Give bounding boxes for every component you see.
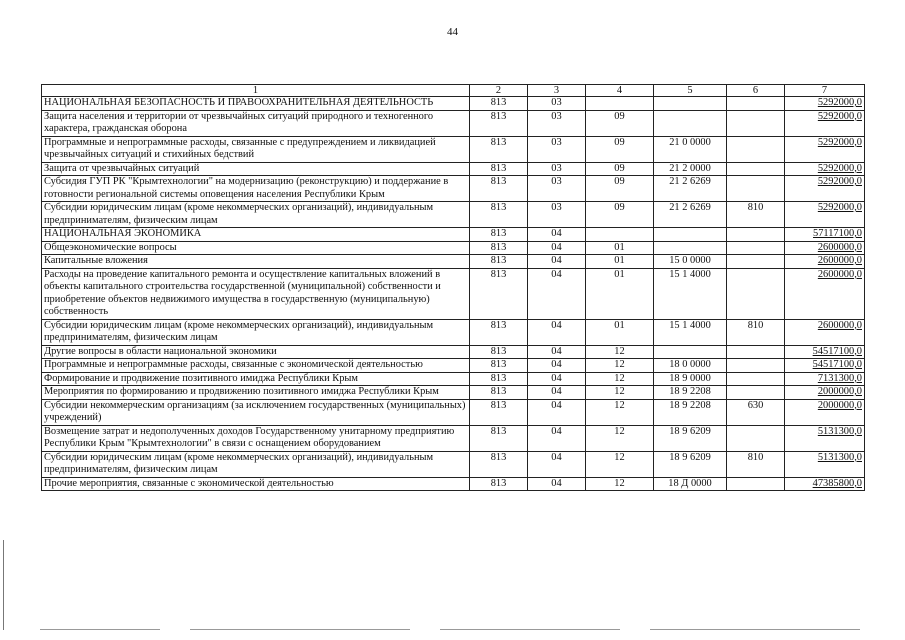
code-cell	[727, 136, 785, 162]
row-name-cell: НАЦИОНАЛЬНАЯ ЭКОНОМИКА	[42, 228, 470, 242]
code-cell: 813	[470, 110, 528, 136]
code-cell: 01	[586, 241, 654, 255]
code-cell: 813	[470, 202, 528, 228]
table-row	[42, 136, 865, 162]
amount-cell: 5292000,0	[785, 176, 865, 202]
code-cell: 18 9 6209	[654, 425, 727, 451]
code-cell: 12	[586, 399, 654, 425]
row-name-cell: Программные и непрограммные расходы, связанные с экономической деятельностью	[42, 359, 470, 373]
amount-cell: 5292000,0	[785, 202, 865, 228]
amount-cell: 2600000,0	[785, 255, 865, 269]
column-header-5: 5	[654, 85, 727, 97]
code-cell: 03	[528, 110, 586, 136]
code-cell: 09	[586, 202, 654, 228]
code-cell: 04	[528, 241, 586, 255]
code-cell: 12	[586, 386, 654, 400]
column-header-6: 6	[727, 85, 785, 97]
row-name-cell: Программные и непрограммные расходы, связанные с предупреждением и ликвидацией чрезвычайных ситуаций и стихийных бедствий	[42, 136, 470, 162]
table-row	[42, 110, 865, 136]
table-row	[42, 451, 865, 477]
amount-cell: 5131300,0	[785, 425, 865, 451]
code-cell: 21 0 0000	[654, 136, 727, 162]
code-cell: 03	[528, 162, 586, 176]
amount-cell: 2000000,0	[785, 386, 865, 400]
row-name-cell: Расходы на проведение капитального ремонта и осуществление капитальных вложений в объекты капитального строительства государственной (муниципальной) собственности и приобретение объектов недвижимого имущества в государственную (муниципальную) собственность	[42, 268, 470, 319]
row-name-cell: Общеэкономические вопросы	[42, 241, 470, 255]
code-cell: 04	[528, 345, 586, 359]
row-name-cell: Субсидии юридическим лицам (кроме некоммерческих организаций), индивидуальным предпринимателям, физическим лицам	[42, 319, 470, 345]
code-cell: 813	[470, 255, 528, 269]
code-cell	[727, 228, 785, 242]
table-row	[42, 399, 865, 425]
code-cell: 04	[528, 386, 586, 400]
row-name-cell: Субсидии юридическим лицам (кроме некоммерческих организаций), индивидуальным предпринимателям, физическим лицам	[42, 451, 470, 477]
code-cell	[727, 110, 785, 136]
row-name-cell: Капитальные вложения	[42, 255, 470, 269]
code-cell: 813	[470, 372, 528, 386]
row-name-cell: Субсидии юридическим лицам (кроме некоммерческих организаций), индивидуальным предпринимателям, физическим лицам	[42, 202, 470, 228]
amount-cell: 57117100,0	[785, 228, 865, 242]
code-cell: 18 0 0000	[654, 359, 727, 373]
code-cell	[727, 241, 785, 255]
code-cell: 09	[586, 162, 654, 176]
code-cell: 813	[470, 97, 528, 111]
code-cell: 15 1 4000	[654, 319, 727, 345]
code-cell: 09	[586, 110, 654, 136]
code-cell	[727, 176, 785, 202]
table-row	[42, 255, 865, 269]
amount-cell: 7131300,0	[785, 372, 865, 386]
code-cell: 813	[470, 268, 528, 319]
amount-cell: 54517100,0	[785, 359, 865, 373]
table-row	[42, 319, 865, 345]
column-header-7: 7	[785, 85, 865, 97]
row-name-cell: Мероприятия по формированию и продвижению позитивного имиджа Республики Крым	[42, 386, 470, 400]
code-cell: 813	[470, 359, 528, 373]
amount-cell: 5292000,0	[785, 110, 865, 136]
amount-cell: 54517100,0	[785, 345, 865, 359]
code-cell	[727, 268, 785, 319]
code-cell: 04	[528, 451, 586, 477]
code-cell: 810	[727, 319, 785, 345]
row-name-cell: Защита от чрезвычайных ситуаций	[42, 162, 470, 176]
code-cell: 813	[470, 176, 528, 202]
code-cell	[727, 97, 785, 111]
code-cell: 813	[470, 386, 528, 400]
code-cell	[586, 97, 654, 111]
row-name-cell: НАЦИОНАЛЬНАЯ БЕЗОПАСНОСТЬ И ПРАВООХРАНИТЕЛЬНАЯ ДЕЯТЕЛЬНОСТЬ	[42, 97, 470, 111]
code-cell: 04	[528, 228, 586, 242]
code-cell: 12	[586, 451, 654, 477]
code-cell: 12	[586, 359, 654, 373]
code-cell: 21 2 0000	[654, 162, 727, 176]
table-row	[42, 372, 865, 386]
table-row	[42, 97, 865, 111]
code-cell: 813	[470, 241, 528, 255]
code-cell	[654, 241, 727, 255]
code-cell: 09	[586, 176, 654, 202]
table-row	[42, 345, 865, 359]
bottom-scan-marks	[40, 629, 860, 631]
code-cell: 09	[586, 136, 654, 162]
code-cell	[727, 255, 785, 269]
amount-cell: 47385800,0	[785, 477, 865, 491]
code-cell: 12	[586, 425, 654, 451]
code-cell	[654, 110, 727, 136]
code-cell: 04	[528, 477, 586, 491]
code-cell: 813	[470, 162, 528, 176]
table-row	[42, 386, 865, 400]
amount-cell: 2600000,0	[785, 241, 865, 255]
amount-cell: 5292000,0	[785, 136, 865, 162]
code-cell: 810	[727, 202, 785, 228]
code-cell: 813	[470, 477, 528, 491]
amount-cell: 5292000,0	[785, 162, 865, 176]
code-cell: 03	[528, 176, 586, 202]
code-cell: 18 9 0000	[654, 372, 727, 386]
amount-cell: 5131300,0	[785, 451, 865, 477]
column-header-1: 1	[42, 85, 470, 97]
code-cell: 03	[528, 136, 586, 162]
code-cell	[654, 97, 727, 111]
code-cell: 04	[528, 359, 586, 373]
code-cell: 04	[528, 399, 586, 425]
code-cell: 12	[586, 372, 654, 386]
amount-cell: 2600000,0	[785, 268, 865, 319]
left-edge-scan-mark	[3, 540, 4, 630]
table-row	[42, 268, 865, 319]
table-row	[42, 425, 865, 451]
code-cell: 18 9 6209	[654, 451, 727, 477]
code-cell: 01	[586, 255, 654, 269]
code-cell	[727, 162, 785, 176]
code-cell: 04	[528, 425, 586, 451]
row-name-cell: Другие вопросы в области национальной экономики	[42, 345, 470, 359]
code-cell	[727, 425, 785, 451]
code-cell: 12	[586, 345, 654, 359]
code-cell	[727, 359, 785, 373]
code-cell: 813	[470, 399, 528, 425]
table-row	[42, 241, 865, 255]
budget-table	[41, 84, 865, 491]
code-cell: 21 2 6269	[654, 176, 727, 202]
column-header-2: 2	[470, 85, 528, 97]
code-cell: 813	[470, 425, 528, 451]
code-cell: 04	[528, 255, 586, 269]
code-cell	[727, 345, 785, 359]
code-cell: 03	[528, 97, 586, 111]
code-cell: 813	[470, 451, 528, 477]
column-header-3: 3	[528, 85, 586, 97]
code-cell: 813	[470, 228, 528, 242]
code-cell: 12	[586, 477, 654, 491]
table-row	[42, 162, 865, 176]
code-cell: 04	[528, 319, 586, 345]
code-cell: 01	[586, 268, 654, 319]
table-row	[42, 176, 865, 202]
row-name-cell: Прочие мероприятия, связанные с экономической деятельностью	[42, 477, 470, 491]
code-cell: 18 Д 0000	[654, 477, 727, 491]
column-header-4: 4	[586, 85, 654, 97]
table-header-row	[42, 85, 865, 97]
row-name-cell: Возмещение затрат и недополученных доходов Государственному унитарному предприятию Республики Крым "Крымтехнологии" в связи с оснащением оборудованием	[42, 425, 470, 451]
code-cell: 04	[528, 268, 586, 319]
code-cell: 03	[528, 202, 586, 228]
code-cell: 813	[470, 319, 528, 345]
amount-cell: 2600000,0	[785, 319, 865, 345]
code-cell	[727, 386, 785, 400]
amount-cell: 5292000,0	[785, 97, 865, 111]
row-name-cell: Субсидия ГУП РК "Крымтехнологии" на модернизацию (реконструкцию) и поддержание в готовности региональной системы оповещения населения Республики Крым	[42, 176, 470, 202]
code-cell	[727, 372, 785, 386]
code-cell	[727, 477, 785, 491]
code-cell: 813	[470, 345, 528, 359]
code-cell: 21 2 6269	[654, 202, 727, 228]
code-cell: 04	[528, 372, 586, 386]
row-name-cell: Формирование и продвижение позитивного имиджа Республики Крым	[42, 372, 470, 386]
code-cell: 15 0 0000	[654, 255, 727, 269]
table-row	[42, 228, 865, 242]
amount-cell: 2000000,0	[785, 399, 865, 425]
code-cell	[654, 228, 727, 242]
table-row	[42, 477, 865, 491]
code-cell: 18 9 2208	[654, 399, 727, 425]
code-cell	[654, 345, 727, 359]
code-cell: 810	[727, 451, 785, 477]
code-cell: 01	[586, 319, 654, 345]
code-cell: 630	[727, 399, 785, 425]
table-row	[42, 202, 865, 228]
code-cell: 18 9 2208	[654, 386, 727, 400]
row-name-cell: Защита населения и территории от чрезвычайных ситуаций природного и техногенного характера, гражданская оборона	[42, 110, 470, 136]
page-number: 44	[447, 26, 458, 38]
row-name-cell: Субсидии некоммерческим организациям (за исключением государственных (муниципальных) учреждений)	[42, 399, 470, 425]
code-cell	[586, 228, 654, 242]
code-cell: 813	[470, 136, 528, 162]
code-cell: 15 1 4000	[654, 268, 727, 319]
table-row	[42, 359, 865, 373]
